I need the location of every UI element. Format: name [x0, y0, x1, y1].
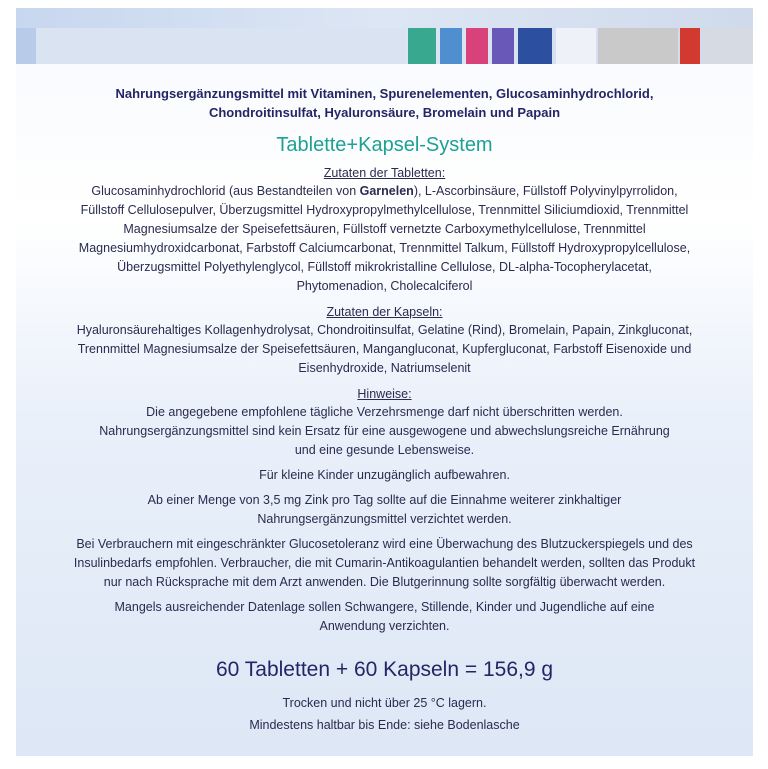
- capsules-heading: Zutaten der Kapseln:: [326, 305, 443, 319]
- color-block-purple: [492, 28, 514, 64]
- storage-note: Trocken und nicht über 25 °C lagern.: [282, 696, 487, 710]
- color-block-red: [680, 28, 700, 64]
- package-quantity: 60 Tabletten + 60 Kapseln = 156,9 g: [215, 658, 554, 681]
- note-2: Für kleine Kinder unzugänglich aufbewahren.: [259, 468, 510, 482]
- tablets-heading: Zutaten der Tabletten:: [323, 166, 446, 180]
- capsules-line-1: Hyaluronsäurehaltiges Kollagenhydrolysat, Chondroitinsulfat, Gelatine (Rind), Bromelain, Papain, Zinkgluconat,: [76, 323, 693, 337]
- capsules-ingredients: [36, 321, 733, 378]
- label-text: [16, 72, 753, 736]
- tablets-line-3: Magnesiumsalze der Speisefettsäuren, Füllstoff vernetzte Carboxymethylcellulose, Trennmittel: [123, 222, 646, 236]
- note-3: Ab einer Menge von 3,5 mg Zink pro Tag sollte auf die Einnahme weiterer zinkhaltiger Nahrungsergänzungsmittel verzichtet werden.: [147, 493, 622, 526]
- system-title: Tablette+Kapsel-System: [276, 134, 493, 156]
- capsules-line-2: Trennmittel Magnesiumsalze der Speisefettsäuren, Mangangluconat, Kupfergluconat, Farbstoff Eisenoxide und: [77, 342, 692, 356]
- package-top-strip: [16, 8, 753, 64]
- color-block-blue: [16, 28, 36, 64]
- claim-line-2: Chondroitinsulfat, Hyaluronsäure, Bromelain und Papain: [208, 105, 561, 120]
- color-block-grey2: [702, 28, 753, 64]
- product-claim: [46, 84, 723, 122]
- notes-heading: Hinweise:: [357, 387, 412, 401]
- tablets-line-5: Überzugsmittel Polyethylenglycol, Füllstoff mikrokristalline Cellulose, DL-alpha-Tocopherylacetat,: [117, 260, 652, 274]
- capsules-line-3: Eisenhydroxide, Natriumselenit: [298, 361, 471, 375]
- tablets-line-4: Magnesiumhydroxidcarbonat, Farbstoff Calciumcarbonat, Trennmittel Talkum, Füllstoff Hydroxypropylcellulose,: [78, 241, 691, 255]
- tablets-line-6: Phytomenadion, Cholecalciferol: [296, 279, 473, 293]
- color-block-pink: [466, 28, 488, 64]
- color-block-teal: [408, 28, 436, 64]
- claim-line-1: Nahrungsergänzungsmittel mit Vitaminen, Spurenelementen, Glucosaminhydrochlorid,: [115, 86, 654, 101]
- footer-notes: [16, 692, 753, 736]
- color-block-grey: [598, 28, 678, 64]
- tablets-line-2: Füllstoff Cellulosepulver, Überzugsmittel Hydroxypropylmethylcellulose, Trennmittel Siliciumdioxid, Trennmittel: [80, 203, 689, 217]
- note-5: Mangels ausreichender Datenlage sollen Schwangere, Stillende, Kinder und Jugendliche auf eine Anwendung verzichten.: [114, 600, 655, 633]
- allergen-garnelen: Garnelen: [359, 184, 414, 198]
- color-block-white: [556, 28, 596, 64]
- note-4: Bei Verbrauchern mit eingeschränkter Glucosetoleranz wird eine Überwachung des Blutzuckerspiegels und des Insulinbedarfs empfohlen. Verbraucher, die mit Cumarin-Antikoagulantien behandelt werden, sollten das Produkt nur nach Rücksprache mit dem Arzt anwenden. Die Blutgerinnung sollte sorgfältig überwacht werden.: [73, 537, 696, 589]
- tablets-ingredients: [36, 182, 733, 296]
- package-back-panel: [16, 8, 753, 756]
- note-1: Die angegebene empfohlene tägliche Verzehrsmenge darf nicht überschritten werden. Nahrungsergänzungsmittel sind kein Ersatz für eine ausgewogene und abwechslungsreiche Ernährung und eine gesunde Lebensweise.: [99, 405, 670, 457]
- color-block-sky: [440, 28, 462, 64]
- color-block-light: [36, 28, 406, 64]
- best-before-note: Mindestens haltbar bis Ende: siehe Bodenlasche: [249, 718, 520, 732]
- color-block-navy: [518, 28, 552, 64]
- tablets-line-1: Glucosaminhydrochlorid (aus Bestandteilen von Garnelen), L-Ascorbinsäure, Füllstoff Polyvinylpyrrolidon,: [91, 184, 678, 198]
